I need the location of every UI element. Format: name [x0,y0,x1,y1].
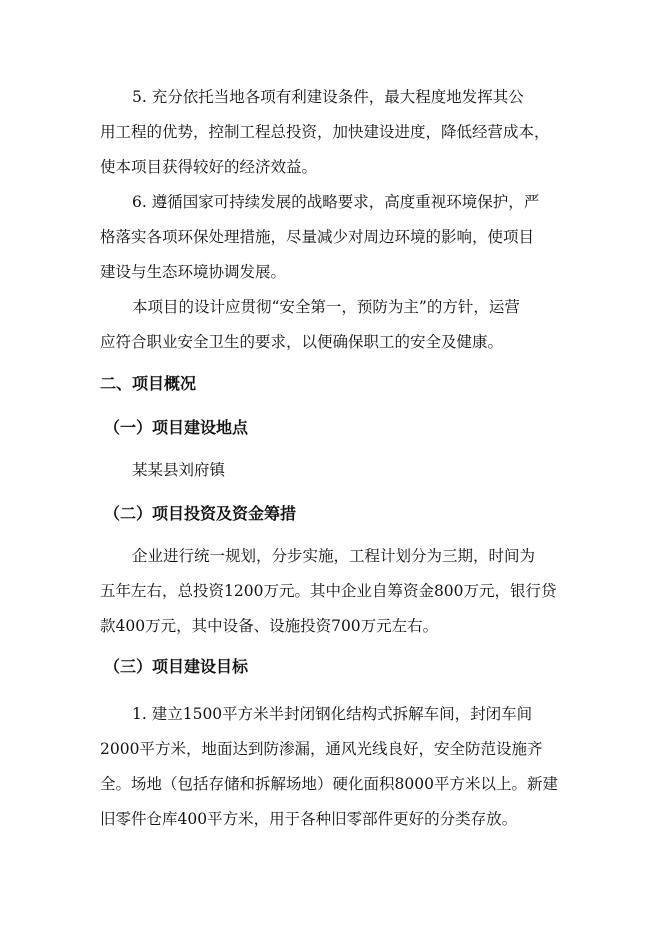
paragraph-investment [100,539,562,644]
text-line: 企业进行统一规划，分步实施，工程计划分为三期，时间为 [132,547,536,565]
subsection-heading-investment: （二）项目投资及资金筹措 [104,504,297,523]
text-line: 款400万元，其中设备、设施投资700万元左右。 [100,617,439,635]
text-line: 2000平方米，地面达到防渗漏，通风光线良好，安全防范设施齐 [100,740,543,758]
text-line: 1. 建立1500平方米半封闭钢化结构式拆解车间，封闭车间 [132,705,533,723]
text-line: 应符合职业安全卫生的要求，以便确保职工的安全及健康。 [100,333,504,351]
text-line: 5. 充分依托当地各项有利建设条件，最大程度地发挥其公 [132,88,524,106]
text-line: 全。场地（包括存储和拆解场地）硬化面积8000平方米以上。新建 [100,775,558,793]
paragraph-safety-policy [100,290,562,360]
text-line: 本项目的设计应贯彻“安全第一，预防为主”的方针，运营 [132,298,520,316]
text-line: 用工程的优势，控制工程总投资，加快建设进度，降低经营成本， [100,123,550,141]
text-line: 五年左右，总投资1200万元。其中企业自筹资金800万元，银行贷 [100,582,557,600]
text-line: 6. 遵循国家可持续发展的战略要求，高度重视环境保护，严 [132,193,540,211]
text-line: 格落实各项环保处理措施，尽量减少对周边环境的影响，使项目 [100,228,535,246]
subsection-heading-location: （一）项目建设地点 [104,418,249,437]
paragraph-item-5 [100,80,562,185]
subsection-heading-goals: （三）项目建设目标 [104,657,249,676]
paragraph-goals [100,697,562,837]
location-text: 某某县刘府镇 [132,461,226,479]
text-line: 建设与生态环境协调发展。 [100,263,287,281]
section-heading-project-overview: 二、项目概况 [100,374,197,393]
paragraph-item-6 [100,185,562,290]
text-line: 使本项目获得较好的经济效益。 [100,158,318,176]
text-line: 旧零件仓库400平方米，用于各种旧零部件更好的分类存放。 [100,810,518,828]
